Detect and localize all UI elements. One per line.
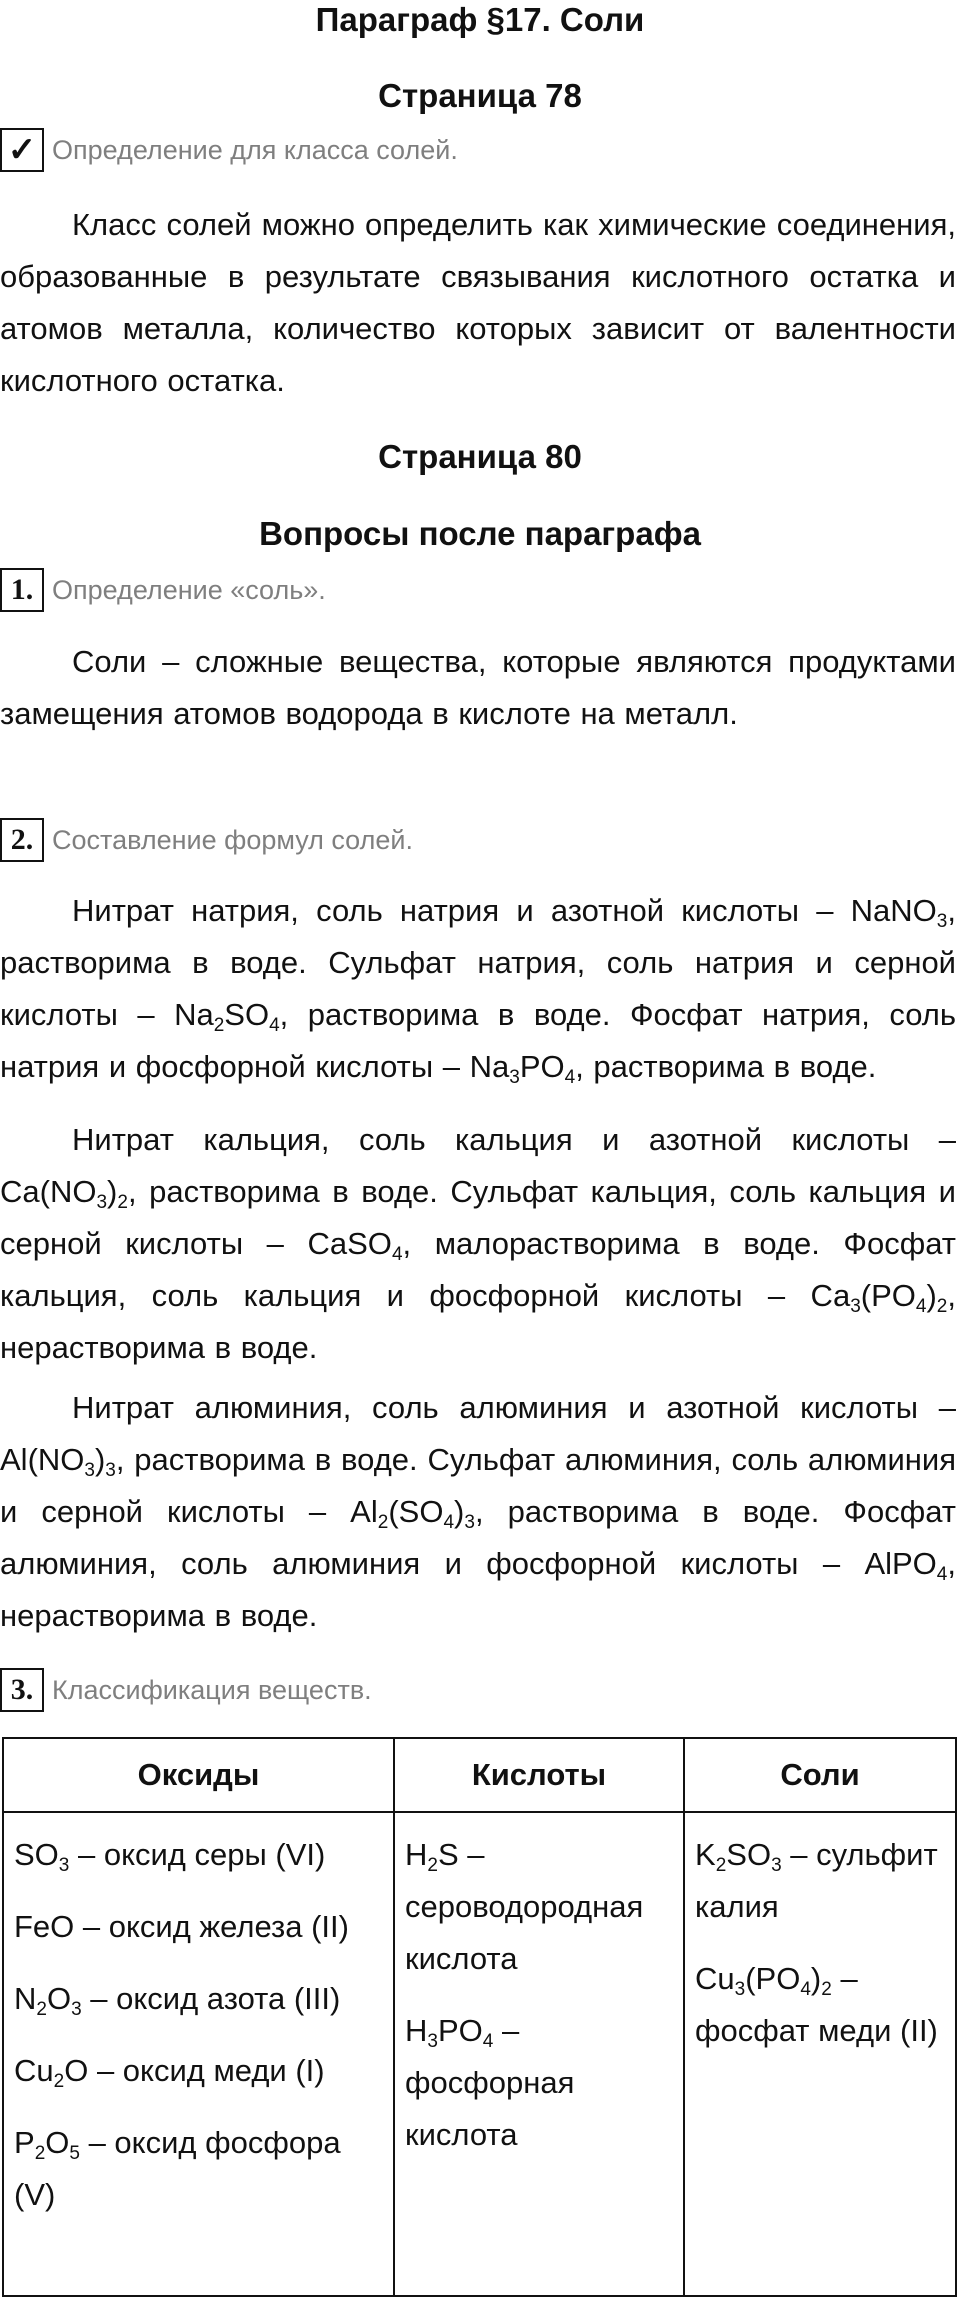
q2-sodium-paragraph: Нитрат натрия, соль натрия и азотной кислоты – NaNO$_3$, растворима в воде. Сульфат натрия, соль натрия и серной кислоты – $Na_2SO_4$, растворима в воде. Фосфат натрия, соль натрия и фосфорной кислоты – $Na_3PO_4$, растворима в воде. [0,893,956,1088]
page-80-heading: Страница 80 [378,438,582,475]
task-definition-salts [0,128,458,172]
question-number-badge: 2. [0,818,44,862]
question-number-badge: 1. [0,568,44,612]
column-divider [393,1739,395,2295]
page-title: Параграф §17. Соли [315,1,645,38]
table-cell-item: $Cu_3(PO_4)_2$ – фосфат меди (II) [695,1961,938,2048]
table-cell-item: $P_2O_5$ – оксид фосфора (V) [14,2125,341,2212]
table-cell-item: $K_2SO_3$ – сульфит калия [695,1837,938,1924]
salts-column [695,1829,945,2077]
question-title: Классификация веществ. [52,1674,372,1705]
salt-class-paragraph: Класс солей можно определить как химические соединения, образованные в результате связывания кислотного остатка и атомов металла, количество которых зависит от валентности кислотного остатка. [0,207,956,398]
question-title: Определение «соль». [52,574,326,605]
oxides-column [14,1829,384,2241]
table-cell-item: $N_2O_3$ – оксид азота (III) [14,1981,341,2020]
task-title: Определение для класса солей. [52,134,458,165]
column-divider [683,1739,685,2295]
classification-table [2,1737,957,2297]
table-cell-item: $SO_3$ – оксид серы (VI) [14,1837,326,1876]
table-cell-item: $Cu_2O$ – оксид меди (I) [14,2053,325,2092]
question-number-badge: 3. [0,1668,44,1712]
question-2 [0,818,413,862]
header-salts: Соли [780,1757,860,1792]
table-cell-item: $H_3PO_4$ – фосфорная кислота [405,2013,575,2152]
q2-calcium-paragraph: Нитрат кальция, соль кальция и азотной кислоты – $Ca(NO_3)_2$, растворима в воде. Сульфат кальция, соль кальция и серной кислоты – CaSO$_4$, малорастворима в воде. Фосфат кальция, соль кальция и фосфорной кислоты – $Ca_3(PO_4)_2$, нерастворима в воде. [0,1122,957,1365]
q2-aluminium-paragraph: Нитрат алюминия, соль алюминия и азотной кислоты – $Al(NO_3)_3$, растворима в воде. Сульфат алюминия, соль алюминия и серной кислоты – $Al_2(SO_4)_3$, растворима в воде. Фосфат алюминия, соль алюминия и фосфорной кислоты – AlPO$_4$, нерастворима в воде. [0,1390,956,1633]
table-cell-item: $H_2S$ – сероводородная кислота [405,1837,644,1976]
acids-column [405,1829,677,2181]
page-78-heading: Страница 78 [378,77,582,114]
checkbox-icon: ✓ [0,128,44,172]
question-3 [0,1668,372,1712]
header-acids: Кислоты [471,1757,607,1792]
header-divider [4,1811,955,1813]
questions-subheading: Вопросы после параграфа [259,515,701,552]
question-1 [0,568,326,612]
header-oxides: Оксиды [137,1757,260,1792]
q1-answer-paragraph: Соли – сложные вещества, которые являются продуктами замещения атомов водорода в кислоте на металл. [0,644,956,731]
question-title: Составление формул солей. [52,824,413,855]
table-cell-item: FeO – оксид железа (II) [14,1909,349,1944]
